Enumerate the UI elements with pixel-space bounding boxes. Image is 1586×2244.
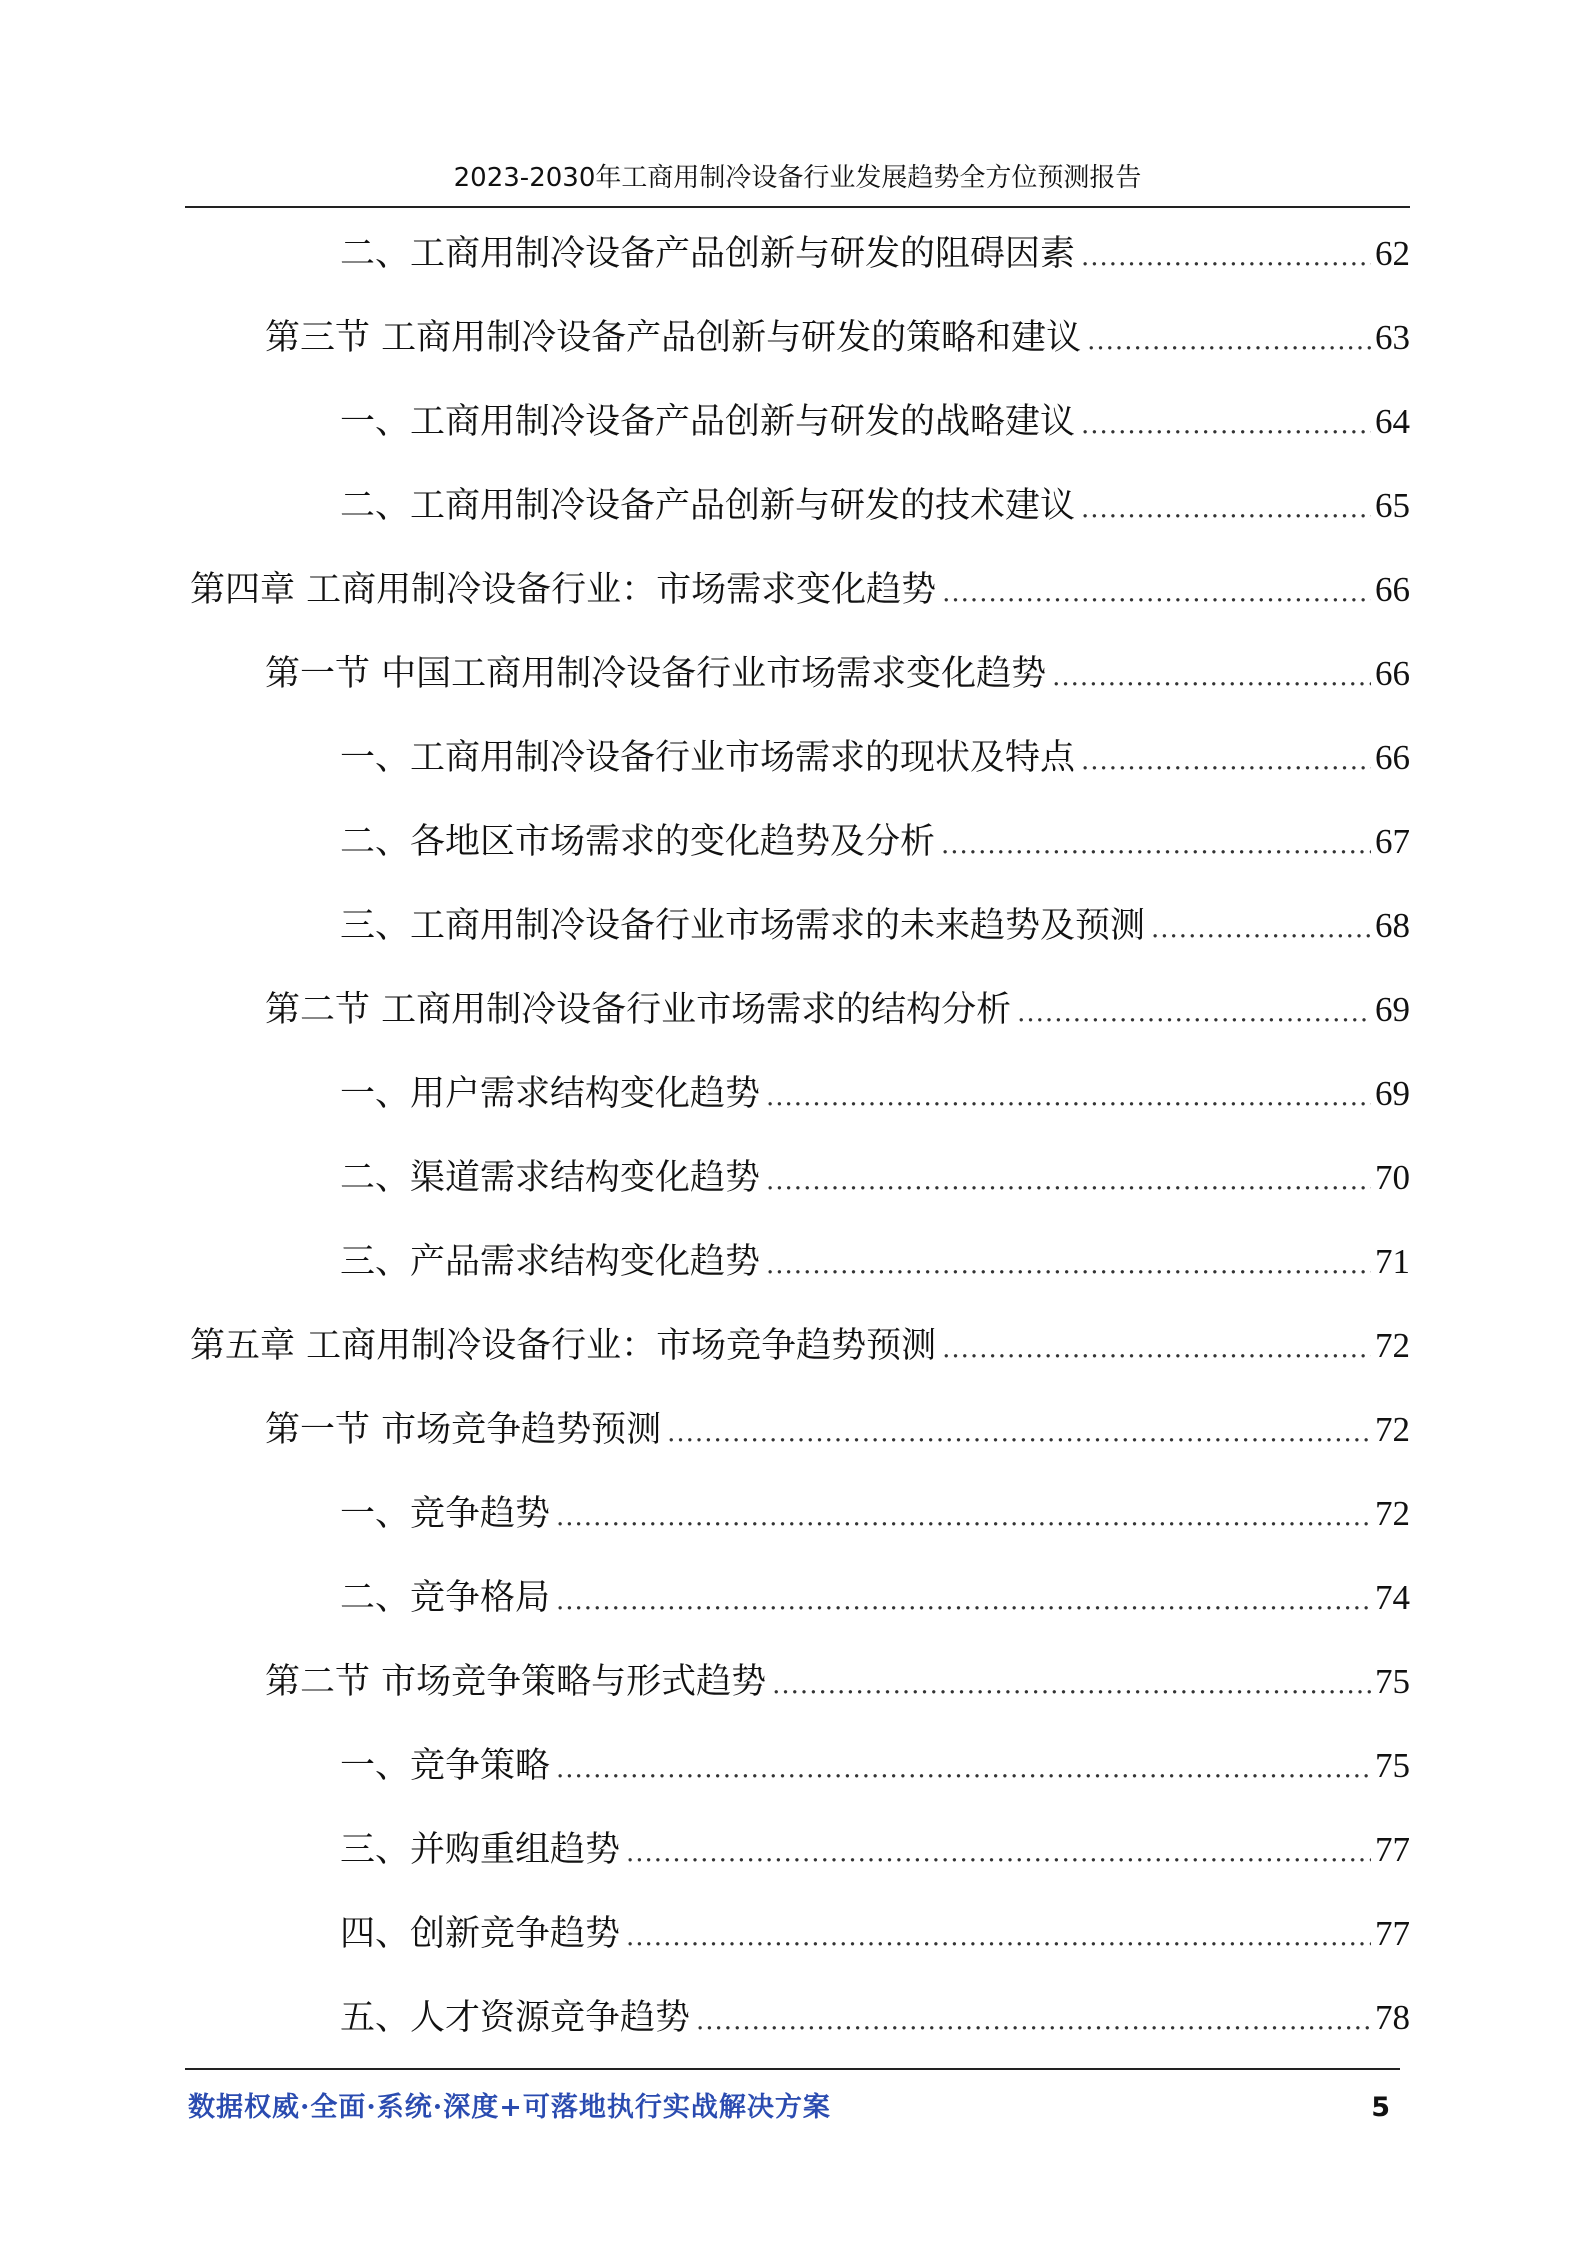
toc-entry-page-number: 75 — [1375, 1746, 1410, 1785]
toc-entry[interactable] — [340, 1237, 1410, 1287]
toc-entry-label: 第一节 中国工商用制冷设备行业市场需求变化趋势 — [265, 654, 1047, 694]
toc-dot-leader — [942, 1324, 1371, 1374]
toc-dot-leader — [696, 1996, 1371, 2046]
toc-entry-label: 二、工商用制冷设备产品创新与研发的技术建议 — [340, 486, 1076, 526]
toc-entry[interactable] — [340, 1993, 1410, 2043]
toc-entry-page-number: 65 — [1375, 486, 1410, 525]
toc-entry[interactable] — [265, 313, 1410, 363]
toc-entry-label: 三、工商用制冷设备行业市场需求的未来趋势及预测 — [340, 906, 1146, 946]
toc-entry-label: 一、竞争趋势 — [340, 1494, 551, 1534]
toc-entry[interactable] — [340, 1825, 1410, 1875]
toc-entry-page-number: 78 — [1375, 1998, 1410, 2037]
toc-entry[interactable] — [340, 733, 1410, 783]
toc-entry-label: 一、工商用制冷设备行业市场需求的现状及特点 — [340, 738, 1076, 778]
toc-entry-page-number: 66 — [1375, 738, 1410, 777]
toc-dot-leader — [1081, 484, 1371, 534]
toc-dot-leader — [556, 1492, 1371, 1542]
toc-entry[interactable] — [340, 481, 1410, 531]
toc-entry-page-number: 71 — [1375, 1242, 1410, 1281]
toc-dot-leader — [766, 1156, 1371, 1206]
toc-entry-page-number: 66 — [1375, 654, 1410, 693]
footer-slogan: 数据权威·全面·系统·深度+可落地执行实战解决方案 — [188, 2092, 831, 2123]
header-divider — [185, 206, 1410, 208]
toc-entry[interactable] — [265, 985, 1410, 1035]
toc-entry[interactable] — [340, 1573, 1410, 1623]
toc-entry-label: 三、产品需求结构变化趋势 — [340, 1242, 761, 1282]
toc-entry[interactable] — [340, 1153, 1410, 1203]
toc-entry-label: 二、竞争格局 — [340, 1578, 551, 1618]
toc-entry-label: 一、用户需求结构变化趋势 — [340, 1074, 761, 1114]
toc-entry[interactable] — [190, 1321, 1410, 1371]
toc-dot-leader — [1151, 904, 1371, 954]
toc-entry-page-number: 77 — [1375, 1914, 1410, 1953]
toc-entry-page-number: 62 — [1375, 234, 1410, 273]
toc-entry-page-number: 63 — [1375, 318, 1410, 357]
toc-entry-page-number: 77 — [1375, 1830, 1410, 1869]
toc-dot-leader — [556, 1576, 1371, 1626]
toc-dot-leader — [766, 1072, 1371, 1122]
toc-entry[interactable] — [340, 817, 1410, 867]
toc-dot-leader — [1087, 316, 1371, 366]
toc-entry-label: 第四章 工商用制冷设备行业：市场需求变化趋势 — [190, 570, 937, 610]
toc-entry-label: 第二节 工商用制冷设备行业市场需求的结构分析 — [265, 990, 1012, 1030]
toc-dot-leader — [1081, 736, 1371, 786]
toc-dot-leader — [556, 1744, 1371, 1794]
toc-entry-label: 二、渠道需求结构变化趋势 — [340, 1158, 761, 1198]
toc-entry-page-number: 64 — [1375, 402, 1410, 441]
toc-entry-label: 一、工商用制冷设备产品创新与研发的战略建议 — [340, 402, 1076, 442]
toc-entry-page-number: 69 — [1375, 1074, 1410, 1113]
toc-entry-label: 第三节 工商用制冷设备产品创新与研发的策略和建议 — [265, 318, 1082, 358]
toc-entry-label: 第五章 工商用制冷设备行业：市场竞争趋势预测 — [190, 1326, 937, 1366]
toc-dot-leader — [772, 1660, 1371, 1710]
toc-entry-label: 二、工商用制冷设备产品创新与研发的阻碍因素 — [340, 234, 1076, 274]
page-header-title: 2023-2030年工商用制冷设备行业发展趋势全方位预测报告 — [453, 163, 1142, 193]
toc-entry[interactable] — [190, 565, 1410, 615]
toc-entry-page-number: 75 — [1375, 1662, 1410, 1701]
toc-entry[interactable] — [340, 397, 1410, 447]
toc-dot-leader — [766, 1240, 1371, 1290]
toc-entry[interactable] — [340, 1489, 1410, 1539]
toc-entry[interactable] — [340, 1069, 1410, 1119]
toc-entry[interactable] — [340, 229, 1410, 279]
toc-entry[interactable] — [340, 901, 1410, 951]
toc-dot-leader — [667, 1408, 1371, 1458]
toc-entry-page-number: 69 — [1375, 990, 1410, 1029]
page-number: 5 — [1371, 2092, 1390, 2123]
toc-entry-page-number: 72 — [1375, 1494, 1410, 1533]
toc-dot-leader — [941, 820, 1371, 870]
toc-dot-leader — [1017, 988, 1371, 1038]
toc-dot-leader — [626, 1912, 1371, 1962]
toc-entry-label: 四、创新竞争趋势 — [340, 1914, 621, 1954]
toc-entry-page-number: 68 — [1375, 906, 1410, 945]
toc-dot-leader — [1081, 232, 1371, 282]
toc-dot-leader — [626, 1828, 1371, 1878]
toc-entry-page-number: 74 — [1375, 1578, 1410, 1617]
toc-entry[interactable] — [265, 649, 1410, 699]
toc-entry[interactable] — [340, 1741, 1410, 1791]
toc-dot-leader — [1081, 400, 1371, 450]
toc-entry-label: 第一节 市场竞争趋势预测 — [265, 1410, 662, 1450]
toc-entry-page-number: 66 — [1375, 570, 1410, 609]
toc-entry[interactable] — [340, 1909, 1410, 1959]
toc-dot-leader — [1052, 652, 1371, 702]
toc-entry[interactable] — [265, 1657, 1410, 1707]
toc-entry-page-number: 72 — [1375, 1326, 1410, 1365]
toc-entry-label: 二、各地区市场需求的变化趋势及分析 — [340, 822, 936, 862]
toc-entry[interactable] — [265, 1405, 1410, 1455]
toc-entry-page-number: 72 — [1375, 1410, 1410, 1449]
toc-entry-label: 第二节 市场竞争策略与形式趋势 — [265, 1662, 767, 1702]
toc-entry-label: 三、并购重组趋势 — [340, 1830, 621, 1870]
footer-divider — [185, 2068, 1400, 2070]
toc-entry-page-number: 67 — [1375, 822, 1410, 861]
toc-entry-label: 一、竞争策略 — [340, 1746, 551, 1786]
toc-entry-label: 五、人才资源竞争趋势 — [340, 1998, 691, 2038]
toc-entry-page-number: 70 — [1375, 1158, 1410, 1197]
toc-dot-leader — [942, 568, 1371, 618]
